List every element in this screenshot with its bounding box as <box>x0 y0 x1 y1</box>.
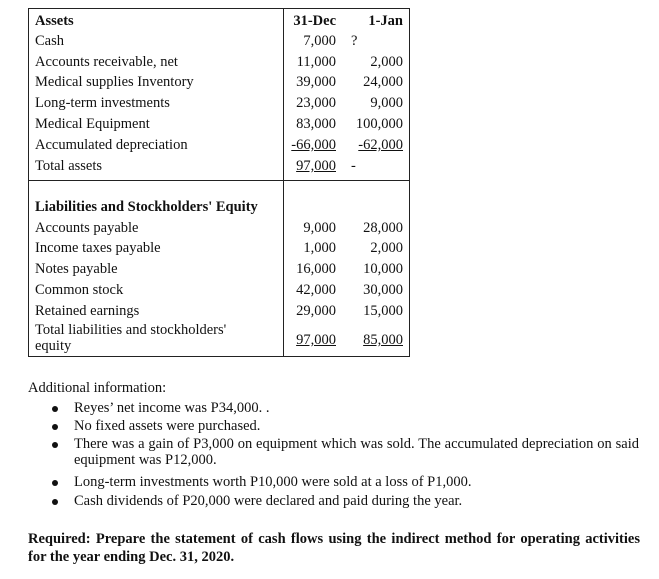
total-liabilities-dec: 97,000 <box>296 332 336 348</box>
liability-label: Accounts payable <box>35 220 139 236</box>
liability-label: Income taxes payable <box>35 240 161 256</box>
asset-label: Medical Equipment <box>35 116 150 132</box>
additional-info-heading: Additional information: <box>28 380 167 396</box>
liability-label: Common stock <box>35 282 124 298</box>
liability-label: Retained earnings <box>35 303 140 319</box>
section-divider <box>29 180 409 181</box>
asset-label: Accumulated depreciation <box>35 137 188 153</box>
assets-header: Assets <box>35 13 74 29</box>
asset-jan: ? <box>351 33 358 49</box>
asset-label: Cash <box>35 33 64 49</box>
liability-dec: 9,000 <box>303 220 336 236</box>
asset-dec: 39,000 <box>296 74 336 90</box>
col-jan-header: 1-Jan <box>368 13 403 29</box>
bullet-icon <box>52 424 58 430</box>
col-dec-header: 31-Dec <box>293 13 336 29</box>
liability-jan: 15,000 <box>363 303 403 319</box>
asset-dec: -66,000 <box>291 137 336 153</box>
total-liabilities-label-cont: equity <box>35 338 72 354</box>
bullet-text: No fixed assets were purchased. <box>74 418 261 434</box>
asset-dec: 83,000 <box>296 116 336 132</box>
total-assets-label: Total assets <box>35 158 103 174</box>
liabilities-header: Liabilities and Stockholders' Equity <box>35 199 258 215</box>
asset-jan: 24,000 <box>363 74 403 90</box>
liability-jan: 2,000 <box>370 240 403 256</box>
asset-dec: 7,000 <box>303 33 336 49</box>
bullet-icon <box>52 480 58 486</box>
total-assets-jan: - <box>351 158 356 174</box>
bullet-text: Reyes’ net income was P34,000. . <box>74 400 270 416</box>
column-divider <box>283 9 284 356</box>
liability-jan: 10,000 <box>363 261 403 277</box>
asset-label: Medical supplies Inventory <box>35 74 194 90</box>
bullet-icon <box>52 499 58 505</box>
asset-label: Accounts receivable, net <box>35 54 178 70</box>
total-assets-dec: 97,000 <box>296 158 336 174</box>
bullet-text: Long-term investments worth P10,000 were sold at a loss of P1,000. <box>74 474 472 490</box>
asset-dec: 11,000 <box>296 54 336 70</box>
bullet-text: Cash dividends of P20,000 were declared and paid during the year. <box>74 493 463 509</box>
asset-dec: 23,000 <box>296 95 336 111</box>
balance-sheet-table <box>28 8 410 357</box>
asset-jan: 100,000 <box>355 116 403 132</box>
bullet-icon <box>52 406 58 412</box>
bullet-icon <box>52 442 58 448</box>
required-instruction: Required: Prepare the statement of cash flows using the indirect method for operating activities for the year ending Dec. 31, 2020. <box>28 531 640 565</box>
asset-jan: -62,000 <box>358 137 403 153</box>
liability-dec: 29,000 <box>296 303 336 319</box>
asset-jan: 2,000 <box>370 54 403 70</box>
liability-jan: 30,000 <box>363 282 403 298</box>
bullet-text: There was a gain of P3,000 on equipment which was sold. The accumulated depreciation on said equipment was P12,000. <box>74 436 639 468</box>
asset-label: Long-term investments <box>35 95 170 111</box>
liability-label: Notes payable <box>35 261 118 277</box>
asset-jan: 9,000 <box>370 95 403 111</box>
liability-dec: 42,000 <box>296 282 336 298</box>
liability-jan: 28,000 <box>363 220 403 236</box>
liability-dec: 16,000 <box>296 261 336 277</box>
liability-dec: 1,000 <box>303 240 336 256</box>
total-liabilities-jan: 85,000 <box>363 332 403 348</box>
total-liabilities-label: Total liabilities and stockholders' <box>35 322 227 338</box>
